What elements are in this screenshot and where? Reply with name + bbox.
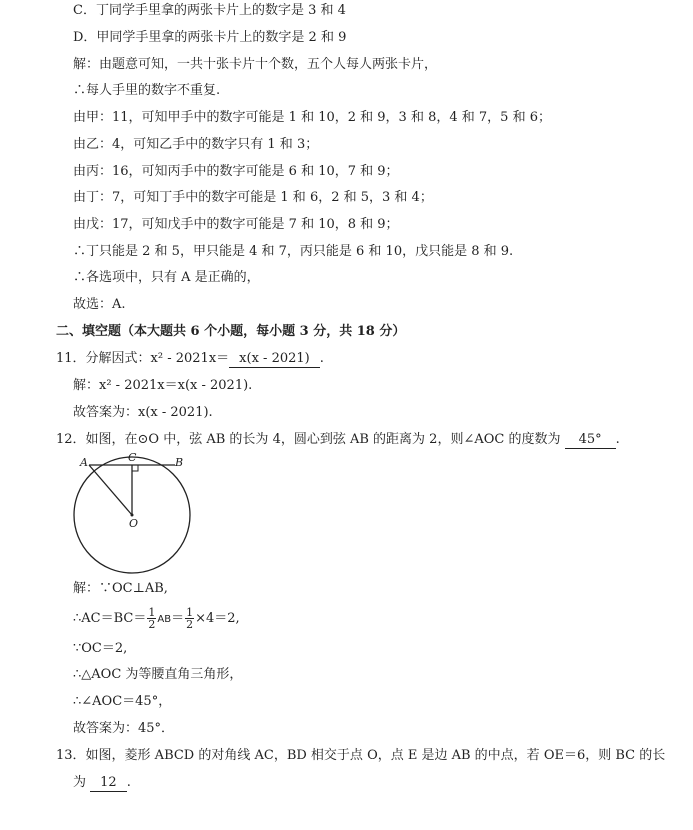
solution-line: 由丙：16，可知丙手中的数字可能是 6 和 10，7 和 9； (73, 164, 399, 179)
question-13: 13．如图，菱形 ABCD 的对角线 AC，BD 相交于点 O，点 E 是边 AB 的中点，若 OE＝6，则 BC 的长 (56, 748, 666, 763)
stem-end: . (319, 351, 324, 366)
question-13-cont (73, 774, 131, 792)
solution-line: ∴每人手里的数字不重复. (73, 83, 221, 98)
fraction-half (185, 607, 194, 630)
solution-line: 由戊：17，可知戊手中的数字可能是 7 和 10，8 和 9； (73, 217, 399, 232)
solution-line: 解：由题意可知，一共十张卡片十个数，五个人每人两张卡片， (73, 57, 438, 72)
question-12 (56, 431, 620, 449)
solution-line: ∴丁只能是 2 和 5，甲只能是 4 和 7，丙只能是 6 和 10，戊只能是 8 和 9. (73, 244, 514, 259)
question-11 (56, 350, 324, 368)
frac-numerator: 1 (186, 606, 194, 619)
question-stem: 11．分解因式：x² - 2021x＝ (56, 351, 230, 366)
option-d: D．甲同学手里拿的两张卡片上的数字是 2 和 9 (73, 30, 347, 45)
frac-numerator: 1 (148, 606, 156, 619)
frac-denominator: 2 (186, 618, 194, 631)
equals-sign: ＝ (171, 611, 185, 626)
stem-end: . (126, 775, 131, 790)
solution-line: 由甲：11，可知甲手中的数字可能是 1 和 10，2 和 9，3 和 8，4 和 7，5 和 6； (73, 110, 551, 125)
solution-line: 故答案为：x(x - 2021). (73, 405, 213, 420)
question-stem: 12．如图，在⊙O 中，弦 AB 的长为 4，圆心到弦 AB 的距离为 2，则∠AOC 的度数为 (56, 432, 561, 447)
frac-denominator: 2 (148, 618, 156, 631)
solution-line: 故答案为：45°． (73, 721, 175, 736)
solution-line: 故选：A. (73, 297, 126, 312)
solution-text: ×4＝2, (195, 611, 240, 626)
section-heading: 二、填空题（本大题共 6 个小题，每小题 3 分，共 18 分） (56, 324, 406, 339)
answer-blank: x(x - 2021) (229, 351, 320, 368)
label-o: O (129, 517, 139, 530)
right-angle-mark (132, 465, 138, 471)
question-stem: 为 (73, 775, 87, 790)
solution-line: ∴∠AOC＝45°， (73, 694, 172, 709)
option-c: C．丁同学手里拿的两张卡片上的数字是 3 和 4 (73, 3, 346, 18)
fraction-half (147, 607, 156, 630)
solution-text: ∴AC＝BC＝ (73, 611, 147, 626)
answer-blank: 12 (90, 775, 127, 792)
label-a: A (80, 456, 88, 469)
label-c: C (128, 452, 137, 464)
segment-ao (89, 465, 132, 515)
label-b: B (175, 456, 184, 469)
solution-line: 由乙：4，可知乙手中的数字只有 1 和 3； (73, 137, 319, 152)
solution-line: 解：∵OC⊥AB, (73, 581, 168, 596)
solution-line: ∴△AOC 为等腰直角三角形， (73, 667, 243, 682)
solution-line: ∵OC＝2, (73, 641, 128, 656)
solution-line (73, 606, 240, 633)
stem-end: . (615, 432, 620, 447)
solution-line: ∴各选项中，只有 A 是正确的， (73, 270, 260, 285)
solution-line: 解：x² - 2021x＝x(x - 2021). (73, 378, 253, 393)
circle-figure (66, 452, 196, 582)
ab-label: AB (157, 614, 172, 625)
solution-line: 由丁：7，可知丁手中的数字可能是 1 和 6，2 和 5，3 和 4； (73, 190, 433, 205)
answer-blank: 45° (565, 432, 616, 449)
